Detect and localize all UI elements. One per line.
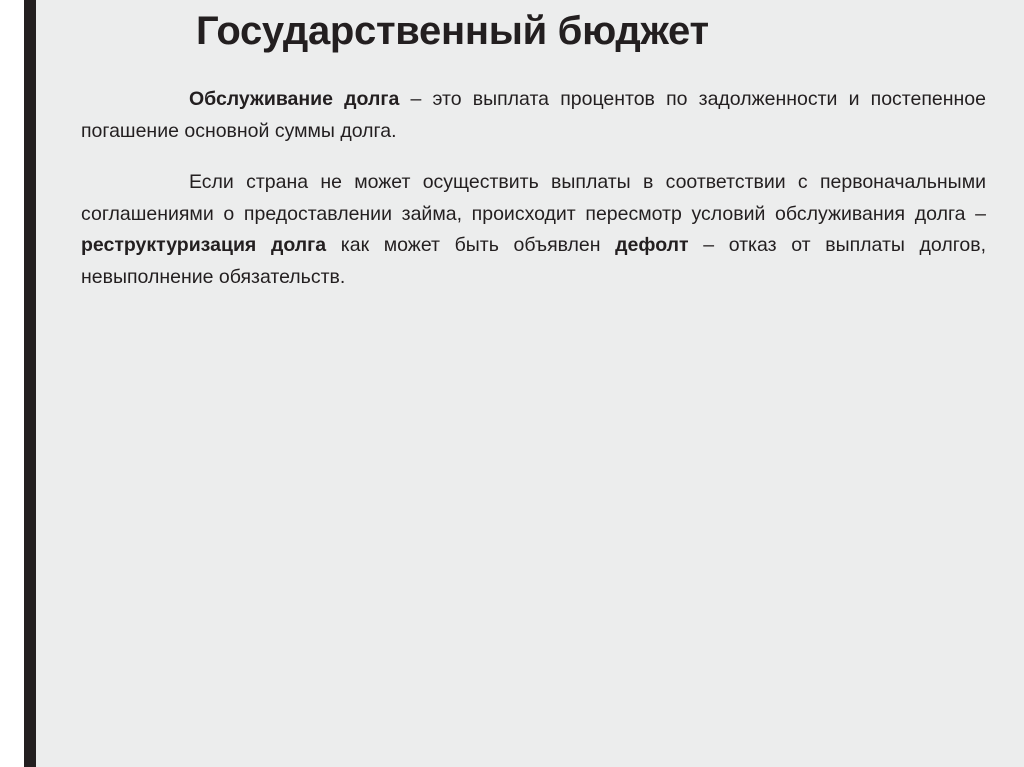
- page-title: Государственный бюджет: [196, 9, 709, 53]
- emphasis-term: Обслуживание долга: [189, 88, 400, 110]
- emphasis-term: дефолт: [615, 234, 689, 257]
- paragraph: [81, 167, 986, 293]
- accent-bar: [24, 0, 36, 767]
- left-margin-strip: [0, 0, 24, 767]
- paragraph: [81, 84, 986, 147]
- text-run: Если страна не может осуществить выплаты в соответствии с первоначальными соглашениями о предоставлении займа, происходит пересмотр условий обслуживания долга –: [81, 171, 986, 225]
- text-run: как может быть объявлен: [326, 234, 616, 257]
- emphasis-term: реструктуризация долга: [81, 234, 327, 257]
- body-text: [81, 84, 986, 293]
- text-run: – это выплата процентов по задолженности и постепенное погашение основной суммы долга.: [81, 88, 986, 142]
- text-run: – отказ от выплаты долгов, невыполнение обязательств.: [81, 234, 987, 288]
- slide-content: [36, 0, 1024, 767]
